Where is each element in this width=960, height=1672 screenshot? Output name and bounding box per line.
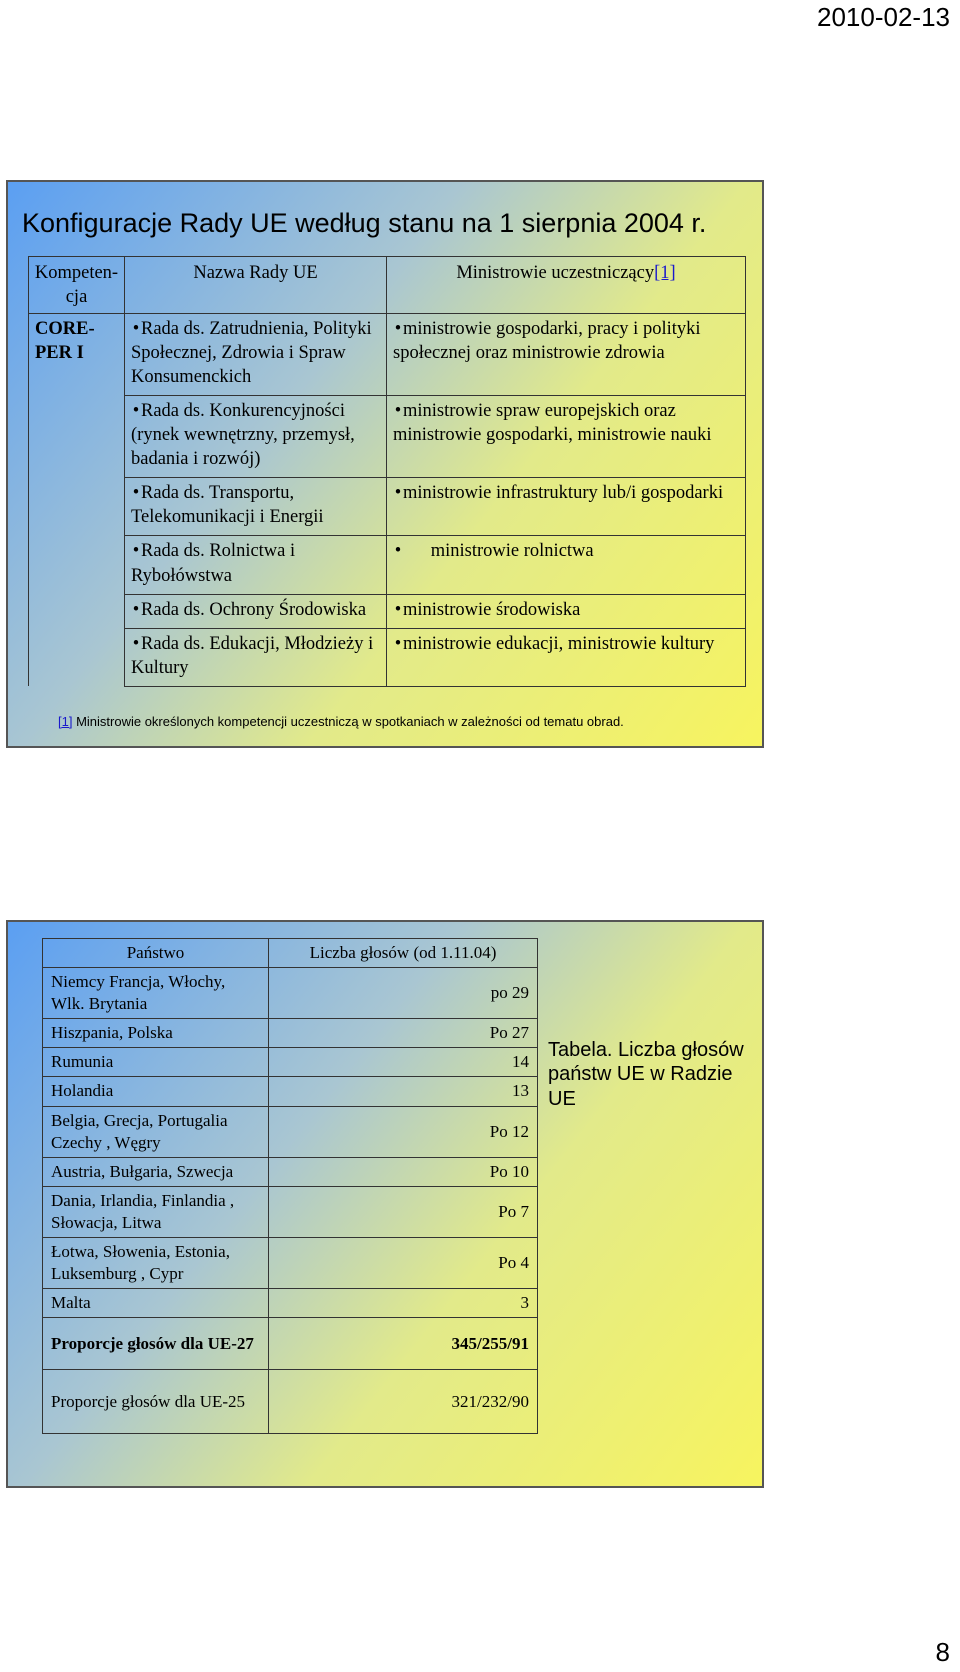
ministers-cell: •ministrowie środowiska bbox=[387, 594, 746, 628]
header-ministers: Ministrowie uczestniczący[1] bbox=[387, 257, 746, 314]
votes-table bbox=[42, 938, 538, 1434]
country-cell: Austria, Bułgaria, Szwecja bbox=[43, 1157, 269, 1186]
council-name-cell: •Rada ds. Zatrudnienia, Polityki Społecznej, Zdrowia i Spraw Konsumenckich bbox=[125, 314, 387, 396]
country-cell: Rumunia bbox=[43, 1048, 269, 1077]
table-row bbox=[43, 1238, 538, 1289]
header-country: Państwo bbox=[43, 939, 269, 968]
country-cell: Niemcy Francja, Włochy, Wlk. Brytania bbox=[43, 968, 269, 1019]
country-cell: Malta bbox=[43, 1289, 269, 1318]
page-number: 8 bbox=[935, 1637, 950, 1667]
table-row bbox=[43, 1106, 538, 1157]
table-row-total-ue27 bbox=[43, 1318, 538, 1370]
table-row bbox=[29, 536, 746, 594]
slide-title: Konfiguracje Rady UE według stanu na 1 sierpnia 2004 r. bbox=[22, 208, 707, 238]
votes-cell: Po 27 bbox=[269, 1019, 538, 1048]
competence-cell: CORE-PER I bbox=[29, 314, 125, 396]
table-row bbox=[29, 628, 746, 686]
country-cell: Dania, Irlandia, Finlandia , Słowacja, Litwa bbox=[43, 1186, 269, 1237]
table-row bbox=[29, 314, 746, 396]
ministers-cell: •ministrowie gospodarki, pracy i polityki społecznej oraz ministrowie zdrowia bbox=[387, 314, 746, 396]
table-row bbox=[43, 1289, 538, 1318]
ministers-cell: •ministrowie spraw europejskich oraz ministrowie gospodarki, ministrowie nauki bbox=[387, 396, 746, 478]
table-header-row bbox=[43, 939, 538, 968]
competence-cell-empty bbox=[29, 594, 125, 628]
council-configurations-table bbox=[28, 256, 746, 687]
table-row bbox=[29, 396, 746, 478]
table-row bbox=[43, 1186, 538, 1237]
votes-cell: 3 bbox=[269, 1289, 538, 1318]
country-cell: Hiszpania, Polska bbox=[43, 1019, 269, 1048]
table-row bbox=[43, 1019, 538, 1048]
votes-cell: Po 10 bbox=[269, 1157, 538, 1186]
competence-cell-empty bbox=[29, 478, 125, 536]
votes-cell: 14 bbox=[269, 1048, 538, 1077]
country-cell: Holandia bbox=[43, 1077, 269, 1106]
council-name-cell: •Rada ds. Transportu, Telekomunikacji i Energii bbox=[125, 478, 387, 536]
footnote-link[interactable]: [1] bbox=[654, 263, 676, 283]
country-cell: Proporcje głosów dla UE-25 bbox=[43, 1370, 269, 1434]
date-header: 2010-02-13 bbox=[817, 2, 950, 32]
votes-cell: Po 12 bbox=[269, 1106, 538, 1157]
council-name-cell: •Rada ds. Ochrony Środowiska bbox=[125, 594, 387, 628]
footnote: [1] Ministrowie określonych kompetencji uczestniczą w spotkaniach w zależności od tematu obrad. bbox=[58, 714, 624, 729]
council-name-cell: •Rada ds. Konkurencyjności (rynek wewnętrzny, przemysł, badania i rozwój) bbox=[125, 396, 387, 478]
table-row bbox=[43, 968, 538, 1019]
table-row-total-ue25 bbox=[43, 1370, 538, 1434]
table-row bbox=[43, 1077, 538, 1106]
header-council-name: Nazwa Rady UE bbox=[125, 257, 387, 314]
competence-cell-empty bbox=[29, 396, 125, 478]
competence-cell-empty bbox=[29, 628, 125, 686]
table-row bbox=[29, 594, 746, 628]
votes-cell: Po 7 bbox=[269, 1186, 538, 1237]
header-votes: Liczba głosów (od 1.11.04) bbox=[269, 939, 538, 968]
votes-cell: po 29 bbox=[269, 968, 538, 1019]
competence-cell-empty bbox=[29, 536, 125, 594]
country-cell: Belgia, Grecja, Portugalia Czechy , Węgry bbox=[43, 1106, 269, 1157]
footnote-ref-link[interactable]: [1] bbox=[58, 714, 73, 729]
votes-cell: 13 bbox=[269, 1077, 538, 1106]
votes-cell: Po 4 bbox=[269, 1238, 538, 1289]
slide-vote-counts bbox=[6, 920, 764, 1488]
council-name-cell: •Rada ds. Edukacji, Młodzieży i Kultury bbox=[125, 628, 387, 686]
ministers-cell: • ministrowie rolnictwa bbox=[387, 536, 746, 594]
table-caption: Tabela. Liczba głosów państw UE w Radzie UE bbox=[548, 1039, 744, 1110]
slide-council-configurations bbox=[6, 180, 764, 748]
council-name-cell: •Rada ds. Rolnictwa i Rybołówstwa bbox=[125, 536, 387, 594]
country-cell: Proporcje głosów dla UE-27 bbox=[43, 1318, 269, 1370]
table-row bbox=[29, 478, 746, 536]
ministers-cell: •ministrowie edukacji, ministrowie kultury bbox=[387, 628, 746, 686]
votes-cell: 321/232/90 bbox=[269, 1370, 538, 1434]
ministers-cell: •ministrowie infrastruktury lub/i gospodarki bbox=[387, 478, 746, 536]
table-row bbox=[43, 1157, 538, 1186]
table-header-row bbox=[29, 257, 746, 314]
votes-cell: 345/255/91 bbox=[269, 1318, 538, 1370]
country-cell: Łotwa, Słowenia, Estonia, Luksemburg , Cypr bbox=[43, 1238, 269, 1289]
table-row bbox=[43, 1048, 538, 1077]
header-competence: Kompeten-cja bbox=[29, 257, 125, 314]
